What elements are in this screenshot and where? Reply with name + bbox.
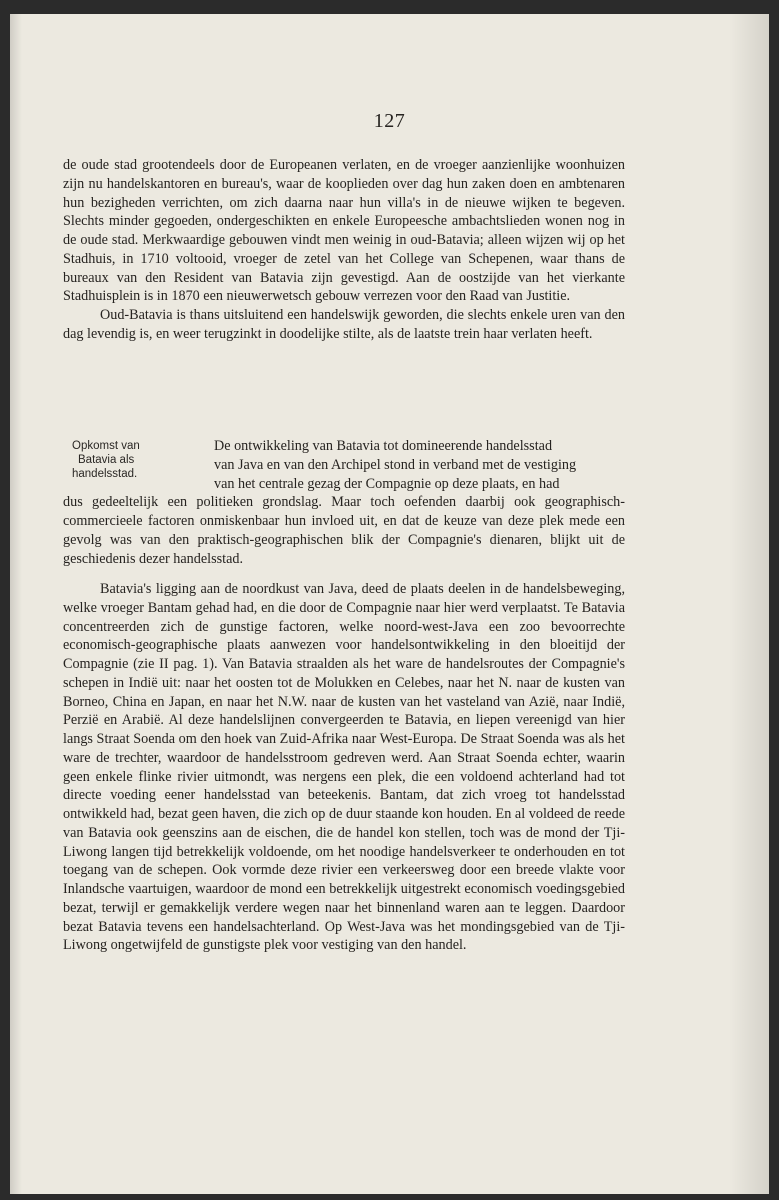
book-page (10, 14, 769, 1194)
page-gutter-shadow (10, 14, 22, 1194)
marginal-note-line: handelsstad. (72, 467, 138, 480)
body-text-top (63, 156, 625, 344)
paragraph-line: van Java en van den Archipel stond in verband met de vestiging (214, 456, 577, 473)
paragraph: dus gedeeltelijk een politieken grondslag. Maar toch oefenden daarbij ook geographisch-commercieele factoren onmiskenbaar hun invloed uit, en dat de keuze van deze plek mede een gevolg was van den praktisch-geographischen blik der Compagnie's dienaren, blijkt uit de geschiedenis dezer handelsstad. (63, 494, 625, 567)
page-number: 127 (373, 110, 406, 132)
marginal-note-line: Opkomst van (72, 440, 140, 452)
section-paragraph-1 (63, 437, 625, 568)
page-edge-shadow (729, 14, 769, 1194)
paragraph-line: van het centrale gezag der Compagnie op deze plaats, en had (214, 475, 560, 492)
paragraph: Oud-Batavia is thans uitsluitend een handelswijk geworden, die slechts enkele uren van den dag levendig is, en weer terugzinkt in doodelijke stilte, als de laatste trein haar verlaten heeft. (63, 307, 625, 342)
paragraph: Batavia's ligging aan de noordkust van Java, deed de plaats deelen in de handelsbeweging, welke vroeger Bantam gehad had, en die door de Compagnie naar hier werd verplaatst. Te Batavia concentreerden zich de gunstige factoren, welke noord-west-Java een zoo bevoorrechte economisch-geographische plaats aanwezen voor handelsontwikkeling in den bloeitijd der Compagnie (zie II pag. 1). Van Batavia straalden als het ware de handelsroutes der Compagnie's schepen in Indië uit: naar het oosten tot de Molukken en Celebes, naar het N. naar de kusten van Borneo, China en Japan, en naar het N.W. naar de kusten van het vasteland van Azië, naar Indië, Perzië en Arabië. Al deze handelslijnen convergeerden te Batavia, en liepen vereenigd van hier langs Straat Soenda om den hoek van Zuid-Afrika naar West-Europa. De Straat Soenda was als het ware de trechter, waardoor de handelsstroom gedreven werd. Aan Straat Soenda echter, waarin geen enkele flinke rivier uitmondt, was nergens een plek, die een voldoend achterland had tot directe voeding eener handelsstad van beteekenis. Bantam, dat zich vroeg tot handelsstad ontwikkeld had, bezat geen haven, die zich op de duur staande kon houden. En al voldeed de reede van Batavia ook geenszins aan de eischen, die de handel kon stellen, toch was de mond der Tji-Liwong langen tijd betrekkelijk voldoende, om het noodige handelsverkeer te onderhouden en tot toegang van de schepen. Ook vormde deze rivier een verkeersweg door een breede vlakte voor Inlandsche vaartuigen, waardoor de mond een betrekkelijk uitgestrekt economisch voedingsgebied bezat, terwijl er gemakkelijk verdere wegen naar het binnenland waren aan te leggen. Daardoor bezat Batavia tevens een handelsachterland. Op West-Java was het mondingsgebied van de Tji-Liwong ongetwijfeld de gunstigste plek voor vestiging van den handel. (63, 581, 625, 954)
paragraph: de oude stad grootendeels door de Europeanen verlaten, en de vroeger aanzienlijke woonhuizen zijn nu handelskantoren en bureau's, waar de kooplieden over dag hun zaken doen en ambtenaren hun bezigheden verrichten, om zich daarna naar hun villa's in de nieuwe wijken te begeven. Slechts minder gegoeden, ondergeschikten en enkele Europeesche ambachtslieden wonen nog in de oude stad. Merkwaardige gebouwen vindt men weinig in oud-Batavia; alleen wijzen wij op het Stadhuis, in 1710 voltooid, vroeger de zetel van het College van Schepenen, waar thans de bureaux van den Resident van Batavia zijn gevestigd. Aan de oostzijde van het vierkante Stadhuisplein is in 1870 een nieuwerwetsch gebouw verrezen voor den Raad van Justitie. (63, 157, 625, 305)
section-paragraph-2 (63, 580, 625, 955)
marginal-note-line: Batavia als (78, 453, 135, 466)
paragraph-line: De ontwikkeling van Batavia tot domineerende handelsstad (214, 438, 553, 454)
